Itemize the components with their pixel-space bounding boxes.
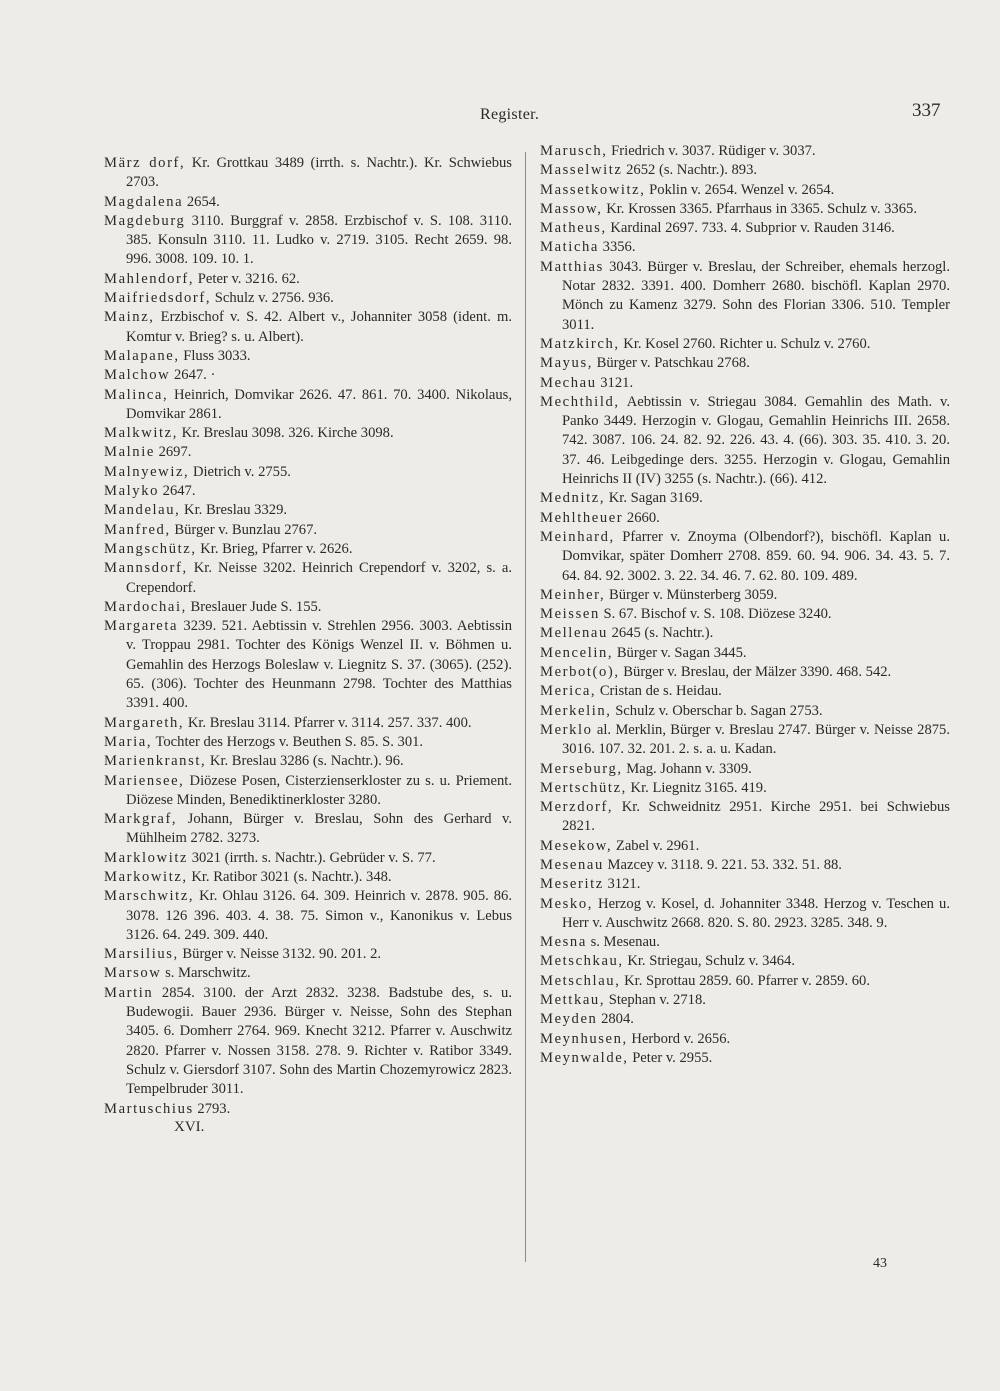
- entry-headword: Merklo: [540, 721, 593, 738]
- entry-text: Kr. Breslau 3286 (s. Nachtr.). 96.: [206, 753, 404, 770]
- entry-text: al. Merklin, Bürger v. Breslau 2747. Bürger v. Neisse 2875. 3016. 107. 32. 201. 2. s. a. u. Kadan.: [562, 721, 950, 758]
- entry-text: 3043. Bürger v. Breslau, der Schreiber, ehemals herzogl. Notar 2832. 3391. 400. Domherr 2680. bischöfl. Kaplan 2970. Mönch zu Kamenz 3279. Sohn des Florian 3306. 510. Templer 3011.: [562, 258, 950, 333]
- entry-text: Kr. Breslau 3329.: [180, 502, 288, 519]
- entry-text: Heinrich, Domvikar 2626. 47. 861. 70. 3400. Nikolaus, Domvikar 2861.: [126, 386, 512, 422]
- entry-text: Schulz v. Oberschar b. Sagan 2753.: [611, 702, 823, 719]
- entry-headword: Matheus,: [540, 220, 607, 237]
- entry-headword: Masselwitz: [540, 162, 623, 179]
- entry-headword: Marsilius,: [104, 946, 179, 963]
- register-entry: [540, 779, 950, 798]
- entry-text: Kr. Brieg, Pfarrer v. 2626.: [196, 540, 353, 557]
- register-entry: [104, 984, 512, 1100]
- entry-headword: Mesenau: [540, 856, 604, 873]
- register-entry: [540, 393, 950, 489]
- entry-text: Aebtissin v. Striegau 3084. Gemahlin des Math. v. Panko 3449. Herzogin v. Glogau, Gemahlin Heinrichs III. 2658. 742. 3087. 106. 24. 82. 92. 226. 43. 4. (66). 303. 35. 410. 3. 20. 37. 46. Leibgedinge ders. 3255. Herzogin v. Glogau, Gemahlin Heinrichs II (IV) 3255 (s. Nachtr.). (66). 412.: [562, 393, 950, 488]
- entry-headword: Merseburg,: [540, 760, 623, 777]
- entry-headword: Mehltheuer: [540, 509, 624, 526]
- entry-headword: Margareta: [104, 618, 179, 635]
- entry-text: Breslauer Jude S. 155.: [186, 598, 322, 615]
- register-entry: [104, 521, 512, 540]
- entry-headword: Manfred,: [104, 521, 171, 538]
- entry-headword: Magdeburg: [104, 212, 186, 229]
- entry-text: 2654.: [183, 193, 220, 210]
- entry-headword: Margareth,: [104, 714, 185, 731]
- register-entry: [104, 733, 512, 752]
- entry-text: 2697.: [154, 444, 192, 461]
- entry-headword: Meyden: [540, 1011, 598, 1028]
- entry-text: Kr. Striegau, Schulz v. 3464.: [623, 953, 796, 970]
- register-entry: [104, 540, 512, 559]
- register-entry: [104, 366, 512, 385]
- register-entry: [104, 424, 512, 443]
- entry-headword: Massow,: [540, 200, 603, 217]
- register-entry: [540, 721, 950, 760]
- register-entry: [104, 714, 512, 733]
- entry-text: Bürger v. Bunzlau 2767.: [170, 521, 318, 538]
- entry-text: Kr. Schweidnitz 2951. Kirche 2951. bei Schwiebus 2821.: [562, 799, 950, 835]
- register-entry: [104, 752, 512, 771]
- entry-headword: Mesko,: [540, 895, 593, 912]
- entry-headword: Mettkau,: [540, 992, 606, 1009]
- entry-text: Kr. Liegnitz 3165. 419.: [626, 779, 767, 796]
- register-entry: [540, 219, 950, 238]
- entry-text: Stephan v. 2718.: [605, 992, 706, 1009]
- entry-text: Bürger v. Breslau, der Mälzer 3390. 468. 542.: [619, 664, 892, 681]
- entry-headword: Malkwitz,: [104, 425, 178, 442]
- entry-text: Tochter des Herzogs v. Beuthen S. 85. S. 301.: [152, 733, 424, 750]
- entry-text: Peter v. 2955.: [628, 1049, 713, 1066]
- register-entry: [540, 528, 950, 586]
- entry-text: 3021 (irrth. s. Nachtr.). Gebrüder v. S. 77.: [188, 849, 436, 866]
- entry-headword: Mechthild,: [540, 393, 620, 410]
- entry-headword: Merica,: [540, 683, 597, 700]
- entry-text: Kr. Grottkau 3489 (irrth. s. Nachtr.). Kr. Schwiebus 2703.: [126, 155, 512, 191]
- entry-text: Fluss 3033.: [179, 347, 251, 364]
- register-entry: [540, 258, 950, 335]
- register-entry: [540, 682, 950, 701]
- entry-text: Dietrich v. 2755.: [189, 463, 291, 480]
- signature-mark: 43: [873, 1256, 887, 1271]
- register-entry: [104, 868, 512, 887]
- register-entry: [540, 354, 950, 373]
- register-entry: [540, 605, 950, 624]
- register-entry: [104, 154, 512, 193]
- entry-headword: Mellenau: [540, 625, 608, 642]
- entry-text: Kr. Ohlau 3126. 64. 309. Heinrich v. 2878. 905. 86. 3078. 126 396. 403. 4. 38. 75. Simon v., Kanonikus v. Lebus 3126. 64. 249. 309. 440.: [126, 888, 512, 943]
- right-column: [540, 142, 950, 1068]
- register-entry: [104, 482, 512, 501]
- entry-text: Herbord v. 2656.: [627, 1030, 731, 1047]
- register-entry: [540, 586, 950, 605]
- entry-text: 3356.: [599, 239, 636, 256]
- register-entry: [540, 837, 950, 856]
- entry-text: Poklin v. 2654. Wenzel v. 2654.: [645, 181, 835, 198]
- entry-text: 2647. ·: [170, 367, 216, 384]
- entry-text: s. Mesenau.: [586, 934, 660, 951]
- register-entry: [104, 1100, 512, 1119]
- entry-text: Kr. Kosel 2760. Richter u. Schulz v. 2760.: [619, 335, 871, 352]
- entry-headword: Metschkau,: [540, 953, 624, 970]
- register-entry: [540, 1030, 950, 1049]
- register-entry: [104, 308, 512, 347]
- register-entry: [104, 193, 512, 212]
- entry-text: Peter v. 3216. 62.: [194, 270, 300, 287]
- register-entry: [104, 810, 512, 849]
- entry-headword: Markgraf,: [104, 811, 178, 828]
- register-entry: [540, 142, 950, 161]
- entry-text: 2793.: [193, 1100, 231, 1117]
- running-header: Register.: [480, 106, 540, 123]
- entry-text: 2804.: [597, 1011, 634, 1028]
- entry-text: Erzbischof v. S. 42. Albert v., Johanniter 3058 (ident. m. Komtur v. Brieg? s. u. Albert).: [126, 309, 512, 345]
- entry-text: 2854. 3100. der Arzt 2832. 3238. Badstube des, s. u. Budewogii. Bauer 2936. Bürger v. Neisse, Sohn des Stephan 3405. 6. Domherr 2764. 969. Knecht 3212. Pfarrer v. Auschwitz 2820. Pfarrer v. Nossen 3158. 278. 9. Richter v. Ratibor 3349. Schulz v. Giersdorf 3107. Sohn des Martin Chozemyrowicz 2823. Tempelbruder 3011.: [126, 984, 512, 1098]
- entry-headword: Mariensee,: [104, 772, 185, 789]
- register-entry: [104, 212, 512, 270]
- entry-headword: Massetkowitz,: [540, 181, 646, 198]
- column-divider: [525, 152, 526, 1262]
- entry-headword: Merbot(o),: [540, 664, 620, 681]
- entry-headword: Mangschütz,: [104, 540, 197, 557]
- entry-headword: Martin: [104, 984, 154, 1001]
- register-entry: [104, 289, 512, 308]
- entry-headword: Maria,: [104, 733, 153, 750]
- register-entry: [104, 347, 512, 366]
- register-entry: [540, 200, 950, 219]
- entry-headword: Marienkranst,: [104, 753, 207, 770]
- entry-headword: Merkelin,: [540, 702, 612, 719]
- register-entry: [104, 945, 512, 964]
- left-column: [104, 154, 512, 1136]
- entry-text: Pfarrer v. Znoyma (Olbendorf?), bischöfl. Kaplan u. Domvikar, später Domherr 2708. 859. 60. 94. 906. 34. 43. 5. 7. 64. 84. 92. 3002. 3. 22. 34. 46. 7. 62. 80. 109. 489.: [562, 528, 950, 584]
- entry-text: Johann, Bürger v. Breslau, Sohn des Gerhard v. Mühlheim 2782. 3273.: [126, 811, 512, 847]
- entry-headword: Marklowitz: [104, 849, 189, 866]
- entry-text: Kr. Sprottau 2859. 60. Pfarrer v. 2859. 60.: [620, 972, 870, 989]
- entry-text: Bürger v. Sagan 3445.: [613, 644, 747, 661]
- entry-text: 3121.: [596, 374, 634, 391]
- entry-text: Bürger v. Münsterberg 3059.: [605, 586, 778, 603]
- entry-headword: Mechau: [540, 374, 597, 391]
- register-entry: [540, 760, 950, 779]
- entry-headword: Malnie: [104, 444, 155, 461]
- entry-text: Bürger v. Patschkau 2768.: [592, 355, 750, 372]
- entry-headword: Mesna: [540, 934, 587, 951]
- entry-text: 3121.: [603, 876, 641, 893]
- entry-headword: Maticha: [540, 239, 600, 256]
- register-entry: [540, 663, 950, 682]
- entry-headword: Mahlendorf,: [104, 270, 195, 287]
- entry-headword: Malyko: [104, 483, 159, 500]
- entry-headword: Meynwalde,: [540, 1049, 629, 1066]
- entry-headword: Mardochai,: [104, 598, 187, 615]
- entry-headword: Magdalena: [104, 193, 184, 210]
- register-entry: [104, 887, 512, 945]
- register-entry: [540, 875, 950, 894]
- entry-text: Diözese Posen, Cisterzienserkloster zu s. u. Priement. Diözese Minden, Benediktinerkloster 3280.: [126, 772, 512, 808]
- register-entry: [540, 1010, 950, 1029]
- register-entry: [104, 849, 512, 868]
- entry-text: 3110. Burggraf v. 2858. Erzbischof v. S. 108. 3110. 385. Konsuln 3110. 11. Ludko v. 2719. 3105. Recht 2659. 98. 996. 3008. 109. 10. 1.: [126, 212, 512, 268]
- entry-headword: Matzkirch,: [540, 335, 620, 352]
- entry-text: Mazcey v. 3118. 9. 221. 53. 332. 51. 88.: [603, 856, 842, 873]
- register-entry: [540, 991, 950, 1010]
- register-entry: [104, 964, 512, 983]
- register-entry: [104, 559, 512, 598]
- entry-headword: Marusch,: [540, 143, 608, 159]
- register-entry: [540, 972, 950, 991]
- register-entry: [104, 501, 512, 520]
- entry-headword: Meissen: [540, 606, 600, 623]
- register-entry: [540, 181, 950, 200]
- entry-text: Kr. Sagan 3169.: [605, 490, 703, 507]
- entry-text: Kr. Breslau 3114. Pfarrer v. 3114. 257. 337. 400.: [184, 714, 472, 731]
- register-entry: [104, 598, 512, 617]
- entry-text: Mag. Johann v. 3309.: [622, 760, 752, 777]
- entry-headword: Mednitz,: [540, 490, 606, 507]
- entry-headword: Mesekow,: [540, 837, 613, 854]
- register-entry: [540, 644, 950, 663]
- entry-headword: Meynhusen,: [540, 1030, 628, 1047]
- entry-headword: Metschlau,: [540, 972, 621, 989]
- register-entry: [104, 270, 512, 289]
- entry-text: 2645 (s. Nachtr.).: [607, 625, 714, 642]
- entry-headword: Mayus,: [540, 355, 593, 372]
- page-number: 337: [912, 100, 941, 121]
- entry-text: Kr. Krossen 3365. Pfarrhaus in 3365. Schulz v. 3365.: [602, 200, 917, 217]
- entry-headword: Meinher,: [540, 586, 606, 603]
- entry-text: Cristan de s. Heidau.: [596, 683, 722, 700]
- entry-text: s. Marschwitz.: [161, 965, 251, 982]
- entry-headword: Matthias: [540, 258, 604, 275]
- entry-headword: Meseritz: [540, 876, 604, 893]
- register-entry: [540, 335, 950, 354]
- entry-text: Kr. Neisse 3202. Heinrich Crependorf v. 3202, s. a. Crependorf.: [126, 560, 512, 596]
- register-entry: [540, 702, 950, 721]
- entry-headword: Marsow: [104, 965, 162, 982]
- entry-headword: Merzdorf,: [540, 799, 614, 816]
- register-entry: [540, 238, 950, 257]
- register-entry: [104, 463, 512, 482]
- entry-text: S. 67. Bischof v. S. 108. Diözese 3240.: [599, 606, 832, 623]
- entry-headword: Malnyewiz,: [104, 463, 190, 480]
- entry-headword: Meinhard,: [540, 528, 615, 545]
- entry-text: Schulz v. 2756. 936.: [211, 290, 334, 307]
- entry-headword: Mainz,: [104, 309, 155, 326]
- register-entry: [104, 772, 512, 811]
- register-entry: [104, 443, 512, 462]
- entry-headword: Malapane,: [104, 347, 180, 364]
- entry-headword: Markowitz,: [104, 868, 188, 885]
- entry-text: 2647.: [159, 483, 196, 500]
- entry-text: Kr. Ratibor 3021 (s. Nachtr.). 348.: [187, 868, 392, 885]
- register-entry: [540, 624, 950, 643]
- entry-headword: Mertschütz,: [540, 779, 627, 796]
- entry-headword: Mandelau,: [104, 502, 181, 519]
- entry-text: Friedrich v. 3037. Rüdiger v. 3037.: [607, 143, 816, 159]
- entry-headword: Martuschius: [104, 1100, 194, 1117]
- register-entry: [540, 798, 950, 837]
- entry-text: 2652 (s. Nachtr.). 893.: [622, 162, 758, 179]
- entry-headword: Mencelin,: [540, 644, 614, 661]
- volume-mark: XVI.: [174, 1118, 205, 1135]
- entry-text: 3239. 521. Aebtissin v. Strehlen 2956. 3003. Aebtissin v. Troppau 2981. Tochter des Königs Wenzel II. v. Böhmen u. Gemahlin des Herzogs Boleslaw v. Liegnitz S. 37. (3065). (252). 65. (306). Tochter des Heunmann 2798. Tochter des Matthias 3391. 400.: [126, 618, 512, 712]
- entry-text: Kardinal 2697. 733. 4. Subprior v. Rauden 3146.: [606, 220, 895, 237]
- entry-headword: Malchow: [104, 367, 171, 384]
- register-entry: [540, 489, 950, 508]
- register-entry: [540, 509, 950, 528]
- register-entry: [540, 933, 950, 952]
- register-entry: [540, 895, 950, 934]
- register-entry: [104, 386, 512, 425]
- entry-text: Bürger v. Neisse 3132. 90. 201. 2.: [178, 946, 382, 963]
- entry-text: 2660.: [623, 509, 660, 526]
- register-entry: [540, 161, 950, 180]
- register-entry: [104, 617, 512, 713]
- register-entry: [540, 952, 950, 971]
- entry-headword: März dorf,: [104, 155, 186, 171]
- entry-headword: Marschwitz,: [104, 888, 195, 905]
- entry-text: Zabel v. 2961.: [612, 837, 700, 854]
- register-entry: [540, 856, 950, 875]
- entry-text: Herzog v. Kosel, d. Johanniter 3348. Herzog v. Teschen u. Herr v. Auschwitz 2668. 820. S. 80. 2923. 3285. 348. 9.: [562, 895, 950, 931]
- entry-text: Kr. Breslau 3098. 326. Kirche 3098.: [177, 425, 394, 442]
- entry-headword: Malinca,: [104, 386, 169, 403]
- register-entry: [540, 1049, 950, 1068]
- register-entry: [540, 374, 950, 393]
- entry-headword: Mannsdorf,: [104, 560, 188, 577]
- entry-headword: Maifriedsdorf,: [104, 290, 212, 307]
